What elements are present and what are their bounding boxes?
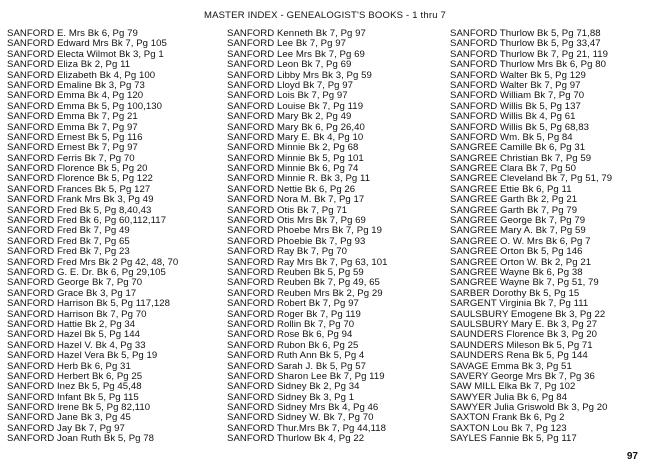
index-column-2 — [227, 29, 387, 445]
index-entry: SANFORD Reuben Bk 7, Pg 49, 65 — [227, 277, 380, 289]
index-entry: SANFORD Lee Mrs Bk 7, Pg 69 — [227, 48, 365, 60]
index-entry: SANFORD Emma Bk 5, Pg 100,130 — [7, 100, 163, 112]
index-entry: SANFORD Walter Bk 7, Pg 97 — [450, 79, 581, 91]
index-entry: SANFORD Ernest Bk 5, Pg 116 — [7, 131, 143, 143]
index-entry: SANGREE Orton Bk 5, Pg 146 — [450, 246, 583, 258]
index-entry: SANFORD Minnie Bk 5, Pg 101 — [227, 152, 364, 164]
index-entry: SANFORD Harrison Bk 7, Pg 70 — [7, 308, 147, 320]
page-title: MASTER INDEX - GENEALOGIST'S BOOKS - 1 thru 7 — [203, 10, 447, 21]
index-entry: SANFORD Hazel V. Bk 4, Pg 33 — [7, 339, 146, 351]
index-entry: SANFORD Jane Bk 3, Pg 45 — [7, 412, 131, 424]
index-entry: SANFORD Louise Bk 7, Pg 119 — [227, 100, 364, 112]
index-entry: SANFORD Elizabeth Bk 4, Pg 100 — [7, 69, 156, 81]
index-entry: SAUNDERS Rena Bk 5, Pg 144 — [450, 350, 588, 362]
index-entry: SANFORD Fred Bk 7, Pg 65 — [7, 235, 130, 247]
page-number: 97 — [626, 451, 638, 462]
index-entry: SANFORD Fred Bk 7, Pg 23 — [7, 246, 130, 258]
index-entry: SANFORD Robert Bk 7, Pg 97 — [227, 298, 359, 310]
index-entry: SANFORD Joan Ruth Bk 5, Pg 78 — [7, 433, 155, 445]
index-entry: SANFORD Ferris Bk 7, Pg 70 — [7, 152, 135, 164]
index-entry: SANFORD Leon Bk 7, Pg 69 — [227, 59, 352, 71]
index-entry: SANFORD Otis Bk 7, Pg 71 — [227, 204, 348, 216]
index-entry: SANFORD Florence Bk 5, Pg 20 — [7, 163, 148, 175]
index-entry: SANFORD Hazel Bk 5, Pg 144 — [7, 329, 140, 341]
index-entry: SANFORD Florence Bk 5, Pg 122 — [7, 173, 153, 185]
index-entry: SANFORD Minnie Bk 6, Pg 74 — [227, 163, 359, 175]
index-entry: SANFORD Eliza Bk 2, Pg 11 — [7, 59, 131, 71]
index-entry: SANFORD Hazel Vera Bk 5, Pg 19 — [7, 350, 158, 362]
index-entry: SANFORD Minnie Bk 2, Pg 68 — [227, 142, 359, 154]
index-entry: SANFORD Thur.Mrs Bk 7, Pg 44,118 — [227, 422, 387, 434]
index-entry: SANFORD Rose Bk 6, Pg 94 — [227, 329, 353, 341]
index-entry: SANFORD Nora M. Bk 7, Pg 17 — [227, 194, 365, 206]
index-entry: SANGREE Ettie Bk 6, Pg 11 — [450, 183, 572, 195]
index-entry: SANGREE Garth Bk 2, Pg 21 — [450, 194, 578, 206]
index-entry: SANGREE O. W. Mrs Bk 6, Pg 7 — [450, 235, 591, 247]
index-entry: SANFORD Fred Bk 5, Pg 8,40,43 — [7, 204, 152, 216]
index-entry: SANFORD Lois Bk 7, Pg 97 — [227, 90, 348, 102]
index-entry: SANFORD George Bk 7, Pg 70 — [7, 277, 143, 289]
index-entry: SANGREE Orton W. Bk 2, Pg 21 — [450, 256, 592, 268]
index-entry: SANFORD Roger Bk 7, Pg 119 — [227, 308, 361, 320]
index-entry: SAUNDERS Florence Bk 3, Pg 20 — [450, 329, 598, 341]
index-entry: SANFORD Wm. Bk 5, Pg 84 — [450, 131, 573, 143]
index-entry: SANFORD Rollin Bk 7, Pg 70 — [227, 318, 355, 330]
index-entry: SANFORD Frank Mrs Bk 3, Pg 49 — [7, 194, 154, 206]
index-entry: SANFORD Lee Bk 7, Pg 97 — [227, 38, 346, 50]
index-entry: SANFORD Herbert Bk 6, Pg 25 — [7, 370, 143, 382]
index-entry: SANFORD Libby Mrs Bk 3, Pg 59 — [227, 69, 372, 81]
index-entry: SAWYER Julia Griswold Bk 3, Pg 20 — [450, 402, 608, 414]
index-entry: SANFORD Thurlow Mrs Bk 6, Pg 80 — [450, 59, 606, 71]
index-column-3 — [450, 29, 612, 445]
index-entry: SAVAGE Emma Bk 3, Pg 51 — [450, 360, 572, 372]
index-entry: SANFORD Emma Bk 7, Pg 21 — [7, 111, 138, 123]
index-entry: SANFORD Mary E. Bk 4, Pg 10 — [227, 131, 364, 143]
index-entry: SANFORD Infant Bk 5, Pg 115 — [7, 391, 139, 403]
index-entry: SANFORD Nettie Bk 6, Pg 26 — [227, 183, 356, 195]
index-entry: SANGREE Christian Bk 7, Pg 59 — [450, 152, 592, 164]
index-entry: SANFORD Thurlow Bk 7, Pg 21, 119 — [450, 48, 609, 60]
index-column-1 — [7, 29, 178, 445]
index-entry: SANFORD Lloyd Bk 7, Pg 97 — [227, 79, 354, 91]
index-entry: SANFORD Fred Bk 7, Pg 49 — [7, 225, 130, 237]
index-entry: SANFORD Harrison Bk 5, Pg 117,128 — [7, 298, 171, 310]
index-entry: SANGREE Cleveland Bk 7, Pg 51, 79 — [450, 173, 613, 185]
index-entry: SANFORD Fred Mrs Bk 2 Pg 42, 48, 70 — [7, 256, 179, 268]
index-entry: SANGREE Wayne Bk 7, Pg 51, 79 — [450, 277, 599, 289]
index-entry: SANFORD Kenneth Bk 7, Pg 97 — [227, 28, 366, 39]
index-entry: SANFORD Jay Bk 7, Pg 97 — [7, 422, 125, 434]
index-entry: SANFORD Willis Bk 4, Pg 61 — [450, 111, 576, 123]
index-entry: SANFORD Irene Bk 5, Pg 82,110 — [7, 402, 151, 414]
index-entry: SANFORD Ray Bk 7, Pg 70 — [227, 246, 348, 258]
index-entry: SANFORD Electa Wilmot Bk 3, Pg 1 — [7, 48, 164, 60]
index-entry: SANFORD Fred Bk 6, Pg 60,112,117 — [7, 215, 167, 227]
index-entry: SANGREE Garth Bk 7, Pg 79 — [450, 204, 578, 216]
index-entry: SANFORD Mary Bk 6, Pg 26,40 — [227, 121, 365, 133]
index-entry: SANFORD Mary Bk 2, Pg 49 — [227, 111, 352, 123]
index-entry: SANFORD Hattie Bk 2, Pg 34 — [7, 318, 136, 330]
index-entry: SAXTON Frank Bk 6, Pg 2 — [450, 412, 565, 424]
index-entry: SANGREE Clara Bk 7, Pg 50 — [450, 163, 577, 175]
index-entry: SANFORD Edward Mrs Bk 7, Pg 105 — [7, 38, 167, 50]
index-entry: SANFORD Sidney Bk 3, Pg 1 — [227, 391, 355, 403]
index-entry: SANFORD Otis Mrs Bk 7, Pg 69 — [227, 215, 366, 227]
index-entry: SAUNDERS Mileson Bk 5, Pg 71 — [450, 339, 593, 351]
index-entry: SANFORD Reuben Bk 5, Pg 59 — [227, 266, 364, 278]
index-entry: SANFORD Ray Mrs Bk 7, Pg 63, 101 — [227, 256, 388, 268]
index-entry: SANFORD William Bk 7, Pg 70 — [450, 90, 585, 102]
index-entry: SANFORD Thurlow Bk 4, Pg 22 — [227, 433, 365, 445]
index-entry: SAW MILL Elka Bk 7, Pg 102 — [450, 381, 576, 393]
index-entry: SAVERY George Mrs Bk 7, Pg 36 — [450, 370, 595, 382]
index-entry: SANFORD E. Mrs Bk 6, Pg 79 — [7, 28, 138, 39]
index-entry: SANFORD Herb Bk 6, Pg 31 — [7, 360, 131, 372]
index-entry: SANFORD Frances Bk 5, Pg 127 — [7, 183, 151, 195]
index-entry: SANFORD Grace Bk 3, Pg 17 — [7, 287, 137, 299]
index-entry: SAULSBURY Emogene Bk 3, Pg 22 — [450, 308, 606, 320]
index-entry: SANFORD Sarah J. Bk 5, Pg 57 — [227, 360, 366, 372]
index-entry: SANFORD Ernest Bk 7, Pg 97 — [7, 142, 138, 154]
index-entry: SANFORD Thurlow Bk 5, Pg 33,47 — [450, 38, 601, 50]
index-entry: SANFORD Phoebie Bk 7, Pg 93 — [227, 235, 366, 247]
index-entry: SANFORD Willis Bk 5, Pg 137 — [450, 100, 581, 112]
index-entry: SANGREE Wayne Bk 6, Pg 38 — [450, 266, 583, 278]
index-entry: SANGREE George Bk 7, Pg 79 — [450, 215, 586, 227]
index-entry: SAYLES Fannie Bk 5, Pg 117 — [450, 433, 577, 445]
index-entry: SANFORD Ruth Ann Bk 5, Pg 4 — [227, 350, 365, 362]
index-entry: SAXTON Lou Bk 7, Pg 123 — [450, 422, 567, 434]
index-entry: SANFORD Walter Bk 5, Pg 129 — [450, 69, 586, 81]
index-entry: SANFORD Sidney W. Bk 7, Pg 70 — [227, 412, 374, 424]
index-entry: SANFORD Sidney Mrs Bk 4, Pg 46 — [227, 402, 379, 414]
index-entry: SANFORD Emaline Bk 3, Pg 73 — [7, 79, 145, 91]
index-entry: SANFORD Inez Bk 5, Pg 45,48 — [7, 381, 142, 393]
index-entry: SANGREE Mary A. Bk 7, Pg 59 — [450, 225, 586, 237]
index-entry: SANGREE Camille Bk 6, Pg 31 — [450, 142, 586, 154]
index-entry: SAWYER Julia Bk 6, Pg 84 — [450, 391, 568, 403]
index-entry: SANFORD Sidney Bk 2, Pg 34 — [227, 381, 360, 393]
index-entry: SANFORD Reuben Mrs Bk 2, Pg 29 — [227, 287, 383, 299]
index-entry: SARBER Dorothy Bk 5, Pg 15 — [450, 287, 580, 299]
index-entry: SANFORD Rubon Bk 6, Pg 25 — [227, 339, 359, 351]
index-entry: SANFORD G. E. Dr. Bk 6, Pg 29,105 — [7, 266, 166, 278]
index-entry: SANFORD Minnie R. Bk 3, Pg 11 — [227, 173, 371, 185]
index-entry: SANFORD Sharon Lee Bk 7, Pg 119 — [227, 370, 385, 382]
index-entry: SARGENT Virginia Bk 7, Pg 111 — [450, 298, 589, 310]
index-entry: SANFORD Phoebe Mrs Bk 7, Pg 19 — [227, 225, 383, 237]
index-entry: SANFORD Emma Bk 4, Pg 120 — [7, 90, 144, 102]
index-entry: SANFORD Willis Bk 5, Pg 68,83 — [450, 121, 589, 133]
index-entry: SANFORD Thurlow Bk 5, Pg 71,88 — [450, 28, 601, 39]
index-entry: SANFORD Emma Bk 7, Pg 97 — [7, 121, 138, 133]
index-entry: SAULSBURY Mary E. Bk 3, Pg 27 — [450, 318, 598, 330]
